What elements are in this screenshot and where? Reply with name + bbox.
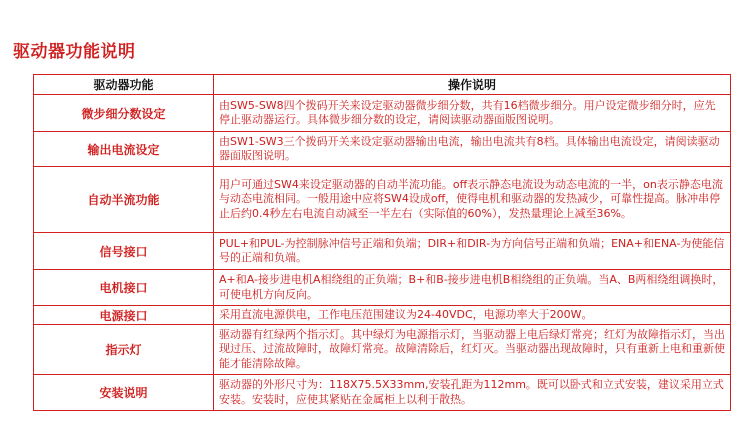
- description-cell: 驱动器的外形尺寸为：118X75.5X33mm,安装孔距为112mm。既可以卧式和立式安装，建议采用立式安装。安装时，应使其紧贴在金属柜上以利于散热。: [214, 375, 731, 411]
- table-row: [34, 233, 731, 270]
- description-cell: PUL+和PUL-为控制脉冲信号正端和负端；DIR+和DIR-为方向信号正端和负端；ENA+和ENA-为使能信号的正端和负端。: [214, 233, 731, 270]
- table-row: [34, 306, 731, 325]
- description-cell: 采用直流电源供电，工作电压范围建议为24-40VDC，电源功率大于200W。: [214, 306, 731, 325]
- feature-cell: 输出电流设定: [34, 132, 214, 167]
- feature-cell: 信号接口: [34, 233, 214, 270]
- feature-cell: 自动半流功能: [34, 167, 214, 233]
- header-row: [34, 75, 731, 95]
- feature-cell: 安装说明: [34, 375, 214, 411]
- description-cell: 由SW5-SW8四个拨码开关来设定驱动器微步细分数，共有16档微步细分。用户设定微步细分时，应先停止驱动器运行。具体微步细分数的设定，请阅读驱动器面版图说明。: [214, 95, 731, 132]
- table-row: [34, 132, 731, 167]
- spec-table: [33, 74, 731, 411]
- header-feature: 驱动器功能: [34, 75, 214, 95]
- table-row: [34, 95, 731, 132]
- table-row: [34, 375, 731, 411]
- feature-cell: 指示灯: [34, 325, 214, 375]
- description-cell: 用户可通过SW4来设定驱动器的自动半流功能。off表示静态电流设为动态电流的一半，on表示静态电流与动态电流相同。一般用途中应将SW4设成off，使得电机和驱动器的发热减少，可靠性提高。脉冲串停止后约0.4秒左右电流自动减至一半左右（实际值的60%），发热量理论上减至36%。: [214, 167, 731, 233]
- description-cell: 驱动器有红绿两个指示灯。其中绿灯为电源指示灯，当驱动器上电后绿灯常亮；红灯为故障指示灯，当出现过压、过流故障时，故障灯常亮。故障清除后，红灯灭。当驱动器出现故障时，只有重新上电和重新使能才能清除故障。: [214, 325, 731, 375]
- feature-cell: 微步细分数设定: [34, 95, 214, 132]
- header-description: 操作说明: [214, 75, 731, 95]
- table-row: [34, 270, 731, 306]
- feature-cell: 电机接口: [34, 270, 214, 306]
- page-title: 驱动器功能说明: [13, 42, 136, 62]
- description-cell: 由SW1-SW3三个拨码开关来设定驱动器输出电流，输出电流共有8档。具体输出电流设定，请阅读驱动器面版图说明。: [214, 132, 731, 167]
- feature-cell: 电源接口: [34, 306, 214, 325]
- description-cell: A+和A-接步进电机A相绕组的正负端；B+和B-接步进电机B相绕组的正负端。当A、B两相绕组调换时，可使电机方向反向。: [214, 270, 731, 306]
- table-row: [34, 167, 731, 233]
- table-row: [34, 325, 731, 375]
